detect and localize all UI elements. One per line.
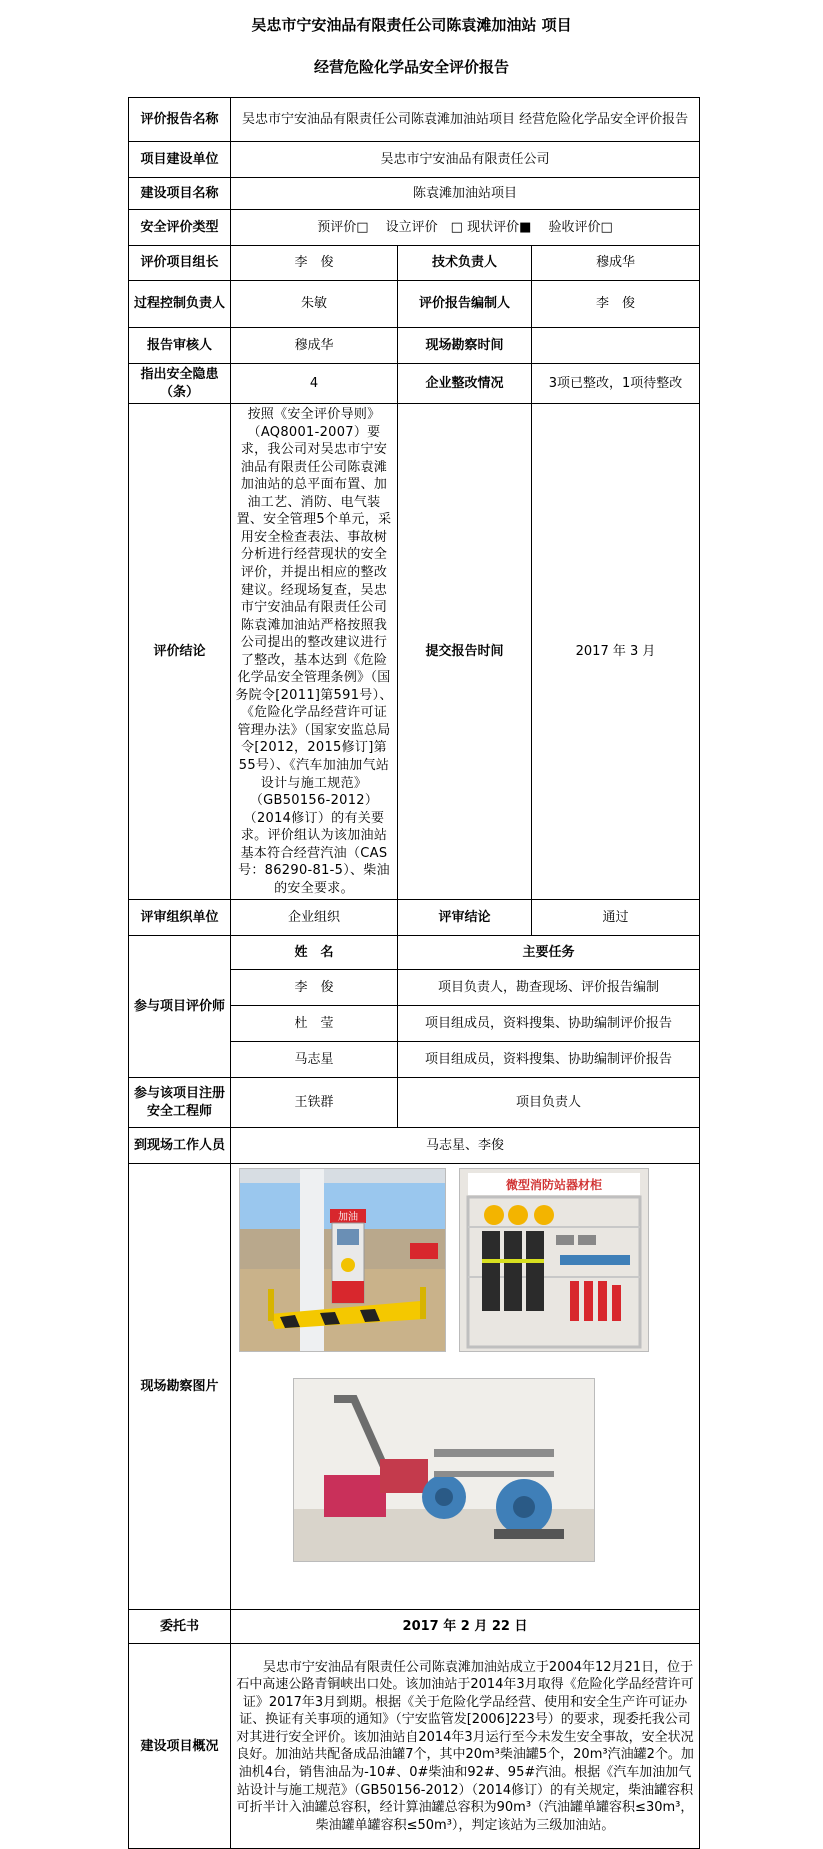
reviewer-label: 报告审核人 xyxy=(129,328,231,364)
engineer-label: 参与该项目注册安全工程师 xyxy=(129,1078,231,1128)
conclusion-text: 按照《安全评价导则》（AQ8001-2007）要求，我公司对吴忠市宁安油品有限责任公司陈袁滩加油站的总平面布置、加油工艺、消防、电气装置、安全管理5个单元，采用安全检查表法、事故树分析进行经营现状的安全评价，并提出相应的整改建议。经现场复查，吴忠市宁安油品有限责任公司陈袁滩加油站严格按照我公司提出的整改建议进行了整改，基本达到《危险化学品安全管理条例》（国务院令[2011]第591号）、《危险化学品经营许可证管理办法》（国家安监总局令[2012，2015修订]第55号）、《汽车加油加气站设计与施工规范》（GB50156-2012）（2014修订）的有关要求。评价组认为该加油站基本符合经营汽油（CAS号：86290-81-5）、柴油的安全要求。 xyxy=(231,404,398,900)
survey-photos-label: 现场勘察图片 xyxy=(129,1164,231,1610)
hazards-value: 4 xyxy=(231,364,398,404)
station-sign-text: 加油 xyxy=(338,1212,358,1224)
rectification-label: 企业整改情况 xyxy=(398,364,532,404)
evaluator-name: 杜 莹 xyxy=(231,1006,398,1042)
submit-time-value: 2017 年 3 月 xyxy=(532,404,700,900)
report-summary-table xyxy=(128,97,700,1849)
report-name-label: 评价报告名称 xyxy=(129,98,231,142)
survey-time-label: 现场勘察时间 xyxy=(398,328,532,364)
evaluation-type-value: 预评价□ 设立评价 □ 现状评价■ 验收评价□ xyxy=(231,210,700,246)
engineer-name: 王铁群 xyxy=(231,1078,398,1128)
report-editor-value: 李 俊 xyxy=(532,281,700,328)
evaluator-task: 项目负责人，勘查现场、评价报告编制 xyxy=(398,970,700,1006)
project-label: 建设项目名称 xyxy=(129,178,231,210)
rectification-value: 3项已整改，1项待整改 xyxy=(532,364,700,404)
overview-label: 建设项目概况 xyxy=(129,1644,231,1849)
evaluator-name: 李 俊 xyxy=(231,970,398,1006)
pump-equipment-photo xyxy=(293,1378,595,1562)
onsite-staff-value: 马志星、李俊 xyxy=(231,1128,700,1164)
conclusion-label: 评价结论 xyxy=(129,404,231,900)
review-org-value: 企业组织 xyxy=(231,900,398,936)
tech-lead-label: 技术负责人 xyxy=(398,246,532,281)
leader-value: 李 俊 xyxy=(231,246,398,281)
submit-time-label: 提交报告时间 xyxy=(398,404,532,900)
evaluators-label: 参与项目评价师 xyxy=(129,936,231,1078)
engineer-task: 项目负责人 xyxy=(398,1078,700,1128)
report-editor-label: 评价报告编制人 xyxy=(398,281,532,328)
review-org-label: 评审组织单位 xyxy=(129,900,231,936)
gas-station-photo xyxy=(239,1168,446,1352)
hazards-label: 指出安全隐患（条） xyxy=(129,364,231,404)
evaluation-type-label: 安全评价类型 xyxy=(129,210,231,246)
cabinet-sign-text: 微型消防站器材柜 xyxy=(505,1178,603,1193)
unit-value: 吴忠市宁安油品有限责任公司 xyxy=(231,142,700,178)
reviewer-value: 穆成华 xyxy=(231,328,398,364)
commission-value: 2017 年 2 月 22 日 xyxy=(231,1610,700,1644)
fire-cabinet-photo xyxy=(459,1168,649,1352)
unit-label: 项目建设单位 xyxy=(129,142,231,178)
evaluator-name: 马志星 xyxy=(231,1042,398,1078)
report-title-line1: 吴忠市宁安油品有限责任公司陈袁滩加油站 项目 xyxy=(251,16,572,34)
report-name-value: 吴忠市宁安油品有限责任公司陈袁滩加油站项目 经营危险化学品安全评价报告 xyxy=(231,98,700,142)
onsite-staff-label: 到现场工作人员 xyxy=(129,1128,231,1164)
report-title-line2: 经营危险化学品安全评价报告 xyxy=(313,58,509,76)
evaluator-task: 项目组成员，资料搜集、协助编制评价报告 xyxy=(398,1042,700,1078)
evaluators-task-header: 主要任务 xyxy=(398,936,700,970)
commission-label: 委托书 xyxy=(129,1610,231,1644)
process-control-value: 朱敏 xyxy=(231,281,398,328)
survey-time-value xyxy=(532,328,700,364)
leader-label: 评价项目组长 xyxy=(129,246,231,281)
review-result-value: 通过 xyxy=(532,900,700,936)
tech-lead-value: 穆成华 xyxy=(532,246,700,281)
evaluator-task: 项目组成员，资料搜集、协助编制评价报告 xyxy=(398,1006,700,1042)
overview-text: 吴忠市宁安油品有限责任公司陈袁滩加油站成立于2004年12月21日，位于石中高速公路青铜峡出口处。该加油站于2014年3月取得《危险化学品经营许可证》2017年3月到期。根据《关于危险化学品经营、使用和安全生产许可证办证、换证有关事项的通知》（宁安监管发[2006]223号）的要求，现委托我公司对其进行安全评价。该加油站自2014年3月运行至今未发生安全事故，安全状况良好。加油站共配备成品油罐7个，其中20m³柴油罐5个，20m³汽油罐2个。加油机4台，销售油品为-10#、0#柴油和92#、95#汽油。根据《汽车加油加气站设计与施工规范》（GB50156-2012）（2014修订）的有关规定，柴油罐容积可折半计入油罐总容积，经计算油罐总容积为90m³（汽油罐单罐容积≤30m³，柴油罐单罐容积≤50m³），判定该站为三级加油站。 xyxy=(231,1644,700,1849)
survey-photos xyxy=(231,1164,699,1604)
process-control-label: 过程控制负责人 xyxy=(129,281,231,328)
project-value: 陈袁滩加油站项目 xyxy=(231,178,700,210)
survey-photos-cell xyxy=(231,1164,700,1610)
evaluators-name-header: 姓 名 xyxy=(231,936,398,970)
review-result-label: 评审结论 xyxy=(398,900,532,936)
